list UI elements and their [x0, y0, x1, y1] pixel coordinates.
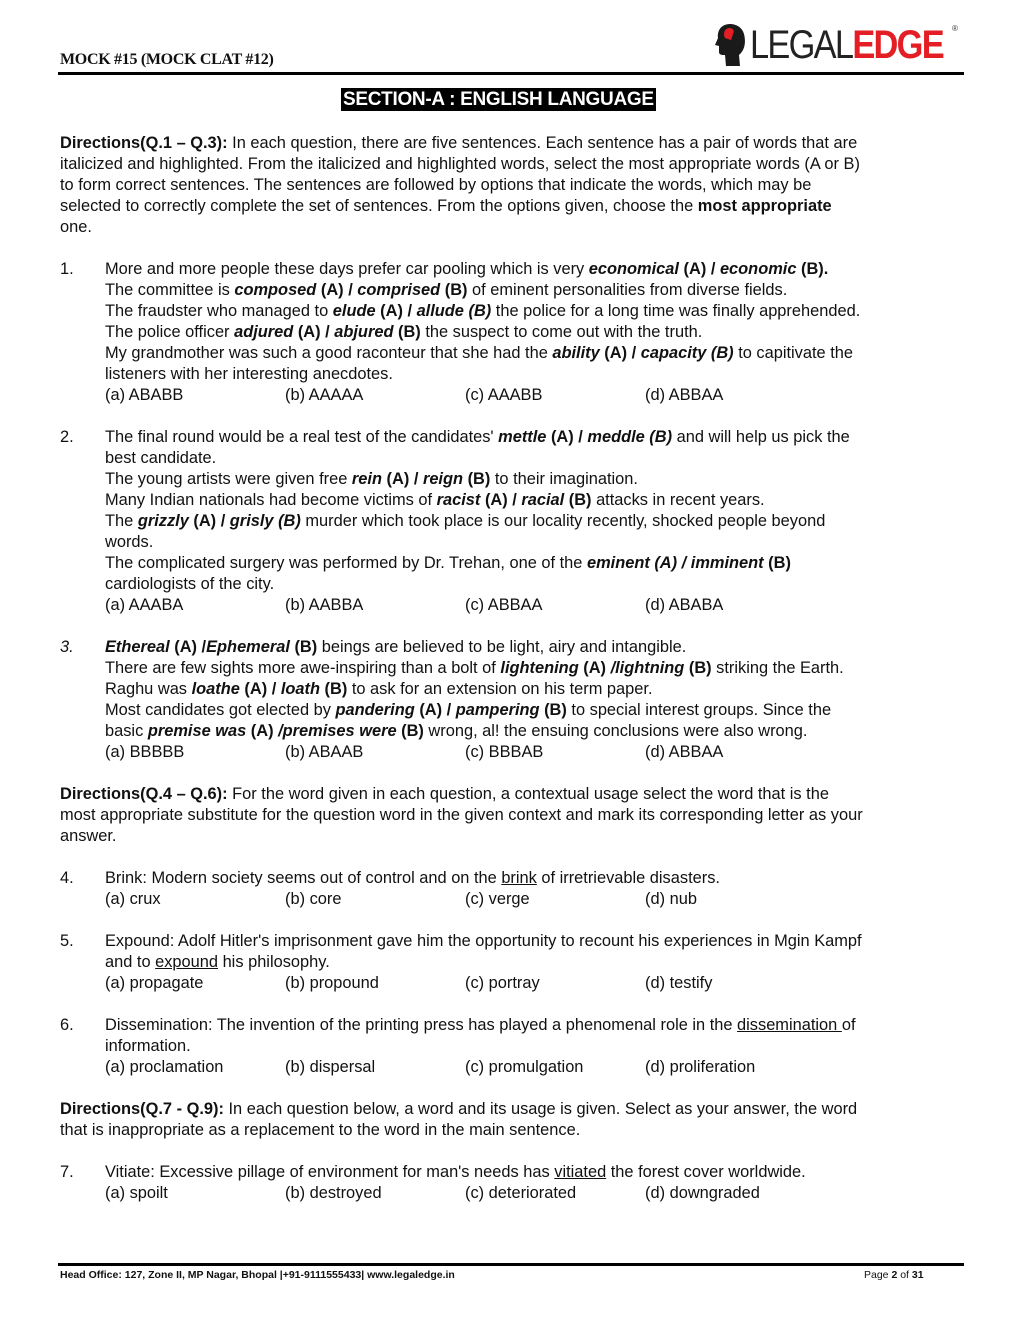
text-segment: the forest cover worldwide. — [606, 1163, 806, 1181]
question-item — [60, 1162, 970, 1204]
text-line — [105, 1162, 970, 1183]
highlighted-word: premise was — [147, 722, 247, 740]
text-line — [105, 868, 970, 889]
text-line — [105, 322, 970, 343]
text-segment: (B) — [440, 281, 468, 299]
question-item — [60, 427, 970, 616]
question-body — [105, 1015, 970, 1078]
underlined-word: vitiated — [554, 1163, 607, 1181]
text-segment: (A) / — [188, 512, 230, 530]
highlighted-word: allude (B) — [416, 302, 492, 320]
text-segment: attacks in recent years. — [591, 491, 765, 509]
answer-option: (d) nub — [645, 890, 697, 908]
footer-address: Head Office: 127, Zone II, MP Nagar, Bhopal |+91-9111555433| www.legaledge.in — [60, 1269, 455, 1281]
highlighted-word: /premises were — [278, 722, 397, 740]
directions — [60, 133, 970, 238]
text-segment: the police for a long time was finally apprehended. — [491, 302, 861, 320]
highlighted-word: Ephemeral — [206, 638, 290, 656]
question-body — [105, 637, 970, 763]
registered-mark: ® — [952, 24, 958, 33]
highlighted-word: rein — [351, 470, 382, 488]
text-segment: (A) / — [293, 323, 335, 341]
underlined-word: expound — [155, 953, 219, 971]
text-segment: of irretrievable disasters. — [536, 869, 720, 887]
text-line — [105, 1015, 970, 1036]
answer-option: (c) deteriorated — [465, 1184, 577, 1202]
text-segment: The complicated surgery was performed by Dr. Trehan, one of the — [105, 554, 587, 572]
legaledge-logo — [714, 22, 974, 68]
text-segment: In each question below, a word and its usage is given. Select as your answer, the word — [223, 1100, 858, 1118]
question-body — [105, 931, 970, 994]
text-line — [105, 679, 970, 700]
answer-option: (c) ABBAA — [465, 596, 543, 614]
text-segment: most appropriate substitute for the question word in the given context and mark its corresponding letter as your — [60, 806, 863, 824]
page-number — [864, 1269, 924, 1281]
text-segment: (B) — [684, 659, 712, 677]
text-line — [105, 637, 970, 658]
text-segment: Dissemination: The invention of the printing press has played a phenomenal role in the — [105, 1016, 738, 1034]
question-row — [60, 1162, 970, 1204]
text-line — [60, 175, 970, 196]
answer-option: (a) crux — [105, 890, 161, 908]
text-segment: The fraudster who managed to — [105, 302, 333, 320]
highlighted-word: pandering — [335, 701, 415, 719]
highlighted-word: abjured — [334, 323, 394, 341]
highlighted-word: mettle — [498, 428, 547, 446]
highlighted-word: eminent (A) / imminent — [586, 554, 764, 572]
text-segment: to ask for an extension on his term paper. — [347, 680, 653, 698]
highlighted-word: loathe — [191, 680, 240, 698]
text-segment: (B) — [564, 491, 592, 509]
question-body — [105, 868, 970, 910]
text-line — [60, 805, 970, 826]
text-segment: (B) — [763, 554, 791, 572]
highlighted-word: economical — [588, 260, 679, 278]
text-line — [60, 1120, 970, 1141]
highlighted-word: ability — [552, 344, 600, 362]
highlighted-word: economic — [719, 260, 797, 278]
text-segment: More and more people these days prefer car pooling which is very — [105, 260, 589, 278]
answer-option: (c) AAABB — [465, 386, 543, 404]
question-body — [105, 427, 970, 616]
text-segment: wrong, al! the ensuing conclusions were also wrong. — [423, 722, 808, 740]
text-line — [105, 931, 970, 952]
text-segment: Directions(Q.4 – Q.6): — [60, 785, 228, 803]
text-segment: one. — [60, 218, 92, 236]
highlighted-word: composed — [234, 281, 317, 299]
text-segment: most appropriate — [697, 197, 832, 215]
text-segment: beings are believed to be light, airy and intangible. — [317, 638, 687, 656]
question-row — [60, 868, 970, 910]
highlighted-word: Ethereal — [105, 638, 170, 656]
answer-options — [105, 595, 970, 616]
question-content — [60, 133, 970, 1225]
answer-option: (d) ABABA — [645, 596, 724, 614]
question-item — [60, 1015, 970, 1078]
highlighted-word: elude — [332, 302, 376, 320]
text-segment: The young artists were given free — [105, 470, 352, 488]
text-segment: (B) — [396, 722, 424, 740]
text-line — [105, 448, 970, 469]
text-segment: (A) — [246, 722, 279, 740]
text-segment: Brink: Modern society seems out of control and on the — [105, 869, 502, 887]
text-line — [105, 427, 970, 448]
text-segment: (A) / — [599, 344, 641, 362]
text-line — [60, 826, 970, 847]
text-segment: The — [105, 512, 138, 530]
answer-options — [105, 973, 970, 994]
text-line — [105, 259, 970, 280]
highlighted-word: capacity (B) — [640, 344, 734, 362]
text-line — [105, 952, 970, 973]
text-segment: For the word given in each question, a contextual usage select the word that is the — [227, 785, 829, 803]
text-line — [60, 217, 970, 238]
page-current: 2 — [891, 1269, 898, 1281]
answer-option: (b) dispersal — [285, 1058, 376, 1076]
answer-option: (d) downgraded — [645, 1184, 760, 1202]
text-segment: of eminent personalities from diverse fields. — [467, 281, 788, 299]
answer-option: (c) BBBAB — [465, 743, 544, 761]
text-segment: best candidate. — [105, 449, 217, 467]
text-line — [60, 1099, 970, 1120]
highlighted-word: grizzly — [137, 512, 189, 530]
answer-option: (c) portray — [465, 974, 540, 992]
text-segment: (A) / — [546, 428, 588, 446]
mock-title: MOCK #15 (MOCK CLAT #12) — [60, 51, 274, 68]
answer-option: (a) proclamation — [105, 1058, 224, 1076]
answer-option: (a) AAABA — [105, 596, 184, 614]
text-segment: listeners with her interesting anecdotes. — [105, 365, 393, 383]
highlighted-word: meddle (B) — [587, 428, 673, 446]
question-item — [60, 637, 970, 763]
text-segment: murder which took place is our locality recently, shocked people beyond — [300, 512, 826, 530]
text-segment: (B) — [393, 323, 421, 341]
text-segment: basic — [105, 722, 148, 740]
text-line — [105, 280, 970, 301]
question-number: 7. — [60, 1163, 74, 1181]
text-segment: striking the Earth. — [711, 659, 844, 677]
highlighted-word: pampering — [455, 701, 540, 719]
answer-option: (b) propound — [285, 974, 379, 992]
footer-rule — [58, 1263, 964, 1266]
highlighted-word: loath — [280, 680, 320, 698]
text-line — [105, 574, 970, 595]
text-segment: Vitiate: Excessive pillage of environment for man's needs has — [105, 1163, 555, 1181]
text-line — [105, 553, 970, 574]
question-number: 4. — [60, 869, 74, 887]
answer-options — [105, 742, 970, 763]
directions — [60, 1099, 970, 1141]
text-segment: (A) / — [375, 302, 417, 320]
question-item — [60, 868, 970, 910]
underlined-word: brink — [501, 869, 537, 887]
question-body — [105, 1162, 970, 1204]
highlighted-word: racial — [521, 491, 565, 509]
text-segment: his philosophy. — [218, 953, 330, 971]
text-line — [105, 364, 970, 385]
text-segment: (B) — [539, 701, 567, 719]
text-segment: In each question, there are five sentences. Each sentence has a pair of words that are — [227, 134, 858, 152]
logo-edge: EDGE — [852, 23, 943, 67]
question-row — [60, 931, 970, 994]
text-segment: Expound: Adolf Hitler's imprisonment gave him the opportunity to recount his experiences in Mgin Kampf — [105, 932, 862, 950]
question-row — [60, 427, 970, 616]
answer-options — [105, 1183, 970, 1204]
answer-option: (a) BBBBB — [105, 743, 185, 761]
answer-option: (c) promulgation — [465, 1058, 584, 1076]
text-segment: and will help us pick the — [672, 428, 850, 446]
highlighted-word: reign — [422, 470, 464, 488]
answer-option: (d) ABBAA — [645, 743, 724, 761]
text-segment: (B) — [289, 638, 318, 656]
highlighted-word: comprised — [357, 281, 441, 299]
text-segment: to their imagination. — [490, 470, 638, 488]
text-segment: (A) / — [169, 638, 207, 656]
answer-option: (b) AAAAA — [285, 386, 364, 404]
text-segment: of — [841, 1016, 856, 1034]
text-segment: The committee is — [105, 281, 235, 299]
answer-options — [105, 1057, 970, 1078]
question-number: 1. — [60, 260, 74, 278]
text-segment: (A) / — [381, 470, 423, 488]
text-line — [105, 1036, 970, 1057]
text-line — [105, 700, 970, 721]
text-segment: (B) — [463, 470, 491, 488]
highlighted-word: racist — [436, 491, 481, 509]
question-number: 2. — [60, 428, 74, 446]
header-rule — [58, 72, 964, 75]
text-line — [105, 532, 970, 553]
text-segment: italicized and highlighted. From the italicized and highlighted words, select the most appropriate words (A or B) — [60, 155, 860, 173]
text-line — [60, 196, 970, 217]
underlined-word: dissemination — [737, 1016, 842, 1034]
answer-option: (d) proliferation — [645, 1058, 756, 1076]
text-segment: (A) / — [678, 260, 720, 278]
text-line — [105, 721, 970, 742]
text-segment: (A) / — [414, 701, 456, 719]
answer-option: (b) AABBA — [285, 596, 364, 614]
text-segment: to special interest groups. Since the — [566, 701, 832, 719]
text-line — [60, 154, 970, 175]
question-row — [60, 259, 970, 406]
text-segment: My grandmother was such a good raconteur that she had the — [105, 344, 553, 362]
answer-option: (d) testify — [645, 974, 713, 992]
text-line — [105, 301, 970, 322]
text-segment: (A) / — [480, 491, 522, 509]
highlighted-word: grisly (B) — [229, 512, 301, 530]
answer-option: (a) propagate — [105, 974, 204, 992]
text-segment: to form correct sentences. The sentences are followed by options that indicate the words, which may be — [60, 176, 812, 194]
text-line — [105, 343, 970, 364]
text-segment: (A) / — [316, 281, 358, 299]
question-number: 3. — [60, 638, 74, 656]
text-line — [105, 490, 970, 511]
question-item — [60, 259, 970, 406]
highlighted-word: adjured — [234, 323, 294, 341]
text-segment: Raghu was — [105, 680, 192, 698]
answer-option: (b) destroyed — [285, 1184, 382, 1202]
question-number: 6. — [60, 1016, 74, 1034]
text-segment: There are few sights more awe-inspiring than a bolt of — [105, 659, 501, 677]
answer-option: (d) ABBAA — [645, 386, 724, 404]
answer-option: (b) ABAAB — [285, 743, 364, 761]
answer-options — [105, 889, 970, 910]
page-label: Page — [864, 1269, 889, 1281]
question-row — [60, 637, 970, 763]
text-segment: answer. — [60, 827, 117, 845]
text-segment: (B) — [319, 680, 348, 698]
highlighted-word: /lightning — [610, 659, 685, 677]
text-segment: Most candidates got elected by — [105, 701, 336, 719]
text-segment: Many Indian nationals had become victims of — [105, 491, 437, 509]
section-title: SECTION-A : ENGLISH LANGUAGE — [343, 89, 654, 110]
question-item — [60, 931, 970, 994]
answer-option: (a) spoilt — [105, 1184, 168, 1202]
text-segment: information. — [105, 1037, 191, 1055]
logo-legal: LEGAL — [750, 23, 853, 67]
text-segment: (A) / — [239, 680, 281, 698]
text-line — [60, 133, 970, 154]
text-segment: The final round would be a real test of the candidates' — [105, 428, 499, 446]
answer-option: (c) verge — [465, 890, 530, 908]
text-line — [105, 658, 970, 679]
text-segment: The police officer — [105, 323, 235, 341]
page-total: 31 — [911, 1269, 924, 1281]
text-segment: (B). — [796, 260, 829, 278]
question-number: 5. — [60, 932, 74, 950]
text-line — [105, 511, 970, 532]
question-row — [60, 1015, 970, 1078]
page-of: of — [900, 1269, 909, 1281]
answer-option: (a) ABABB — [105, 386, 184, 404]
text-segment: and to — [105, 953, 156, 971]
text-segment: Directions(Q.1 – Q.3): — [60, 134, 228, 152]
text-segment: Directions(Q.7 - Q.9): — [60, 1100, 224, 1118]
question-body — [105, 259, 970, 406]
text-segment: words. — [105, 533, 154, 551]
text-segment: that is inappropriate as a replacement to the word in the main sentence. — [60, 1121, 581, 1139]
text-line — [105, 469, 970, 490]
text-segment: (A) — [578, 659, 611, 677]
text-segment: cardiologists of the city. — [105, 575, 275, 593]
text-segment: selected to correctly complete the set of sentences. From the options given, choose the — [60, 197, 698, 215]
head-profile-icon — [714, 22, 748, 68]
highlighted-word: lightening — [500, 659, 579, 677]
directions — [60, 784, 970, 847]
answer-option: (b) core — [285, 890, 342, 908]
text-segment: the suspect to come out with the truth. — [420, 323, 703, 341]
answer-options — [105, 385, 970, 406]
text-segment: to capitivate the — [733, 344, 854, 362]
text-line — [60, 784, 970, 805]
